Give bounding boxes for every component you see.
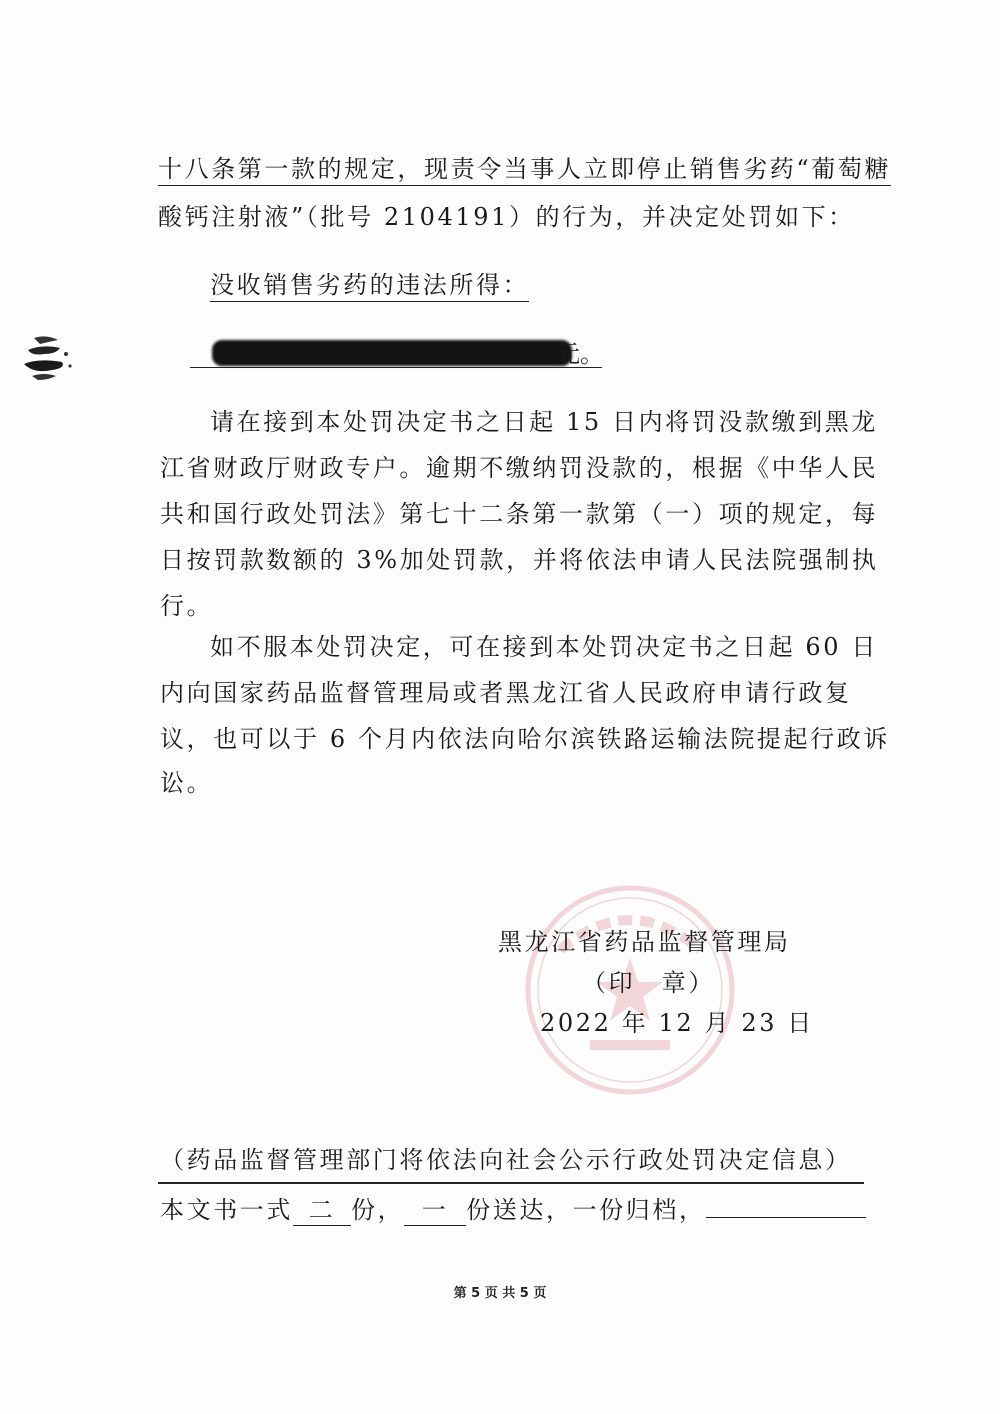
copies-extra-blank	[706, 1217, 866, 1218]
paragraph2-line1: 请在接到本处罚决定书之日起 15 日内将罚没款缴到黑龙	[210, 408, 878, 436]
paragraph3-line2: 内向国家药品监督管理局或者黑龙江省人民政府申请行政复	[160, 679, 852, 707]
page-footer: 第 5 页 共 5 页	[453, 1286, 547, 1301]
paragraph1-line2: 酸钙注射液”（批号 2104191）的行为，并决定处罚如下：	[158, 203, 855, 231]
paragraph1-line1	[158, 152, 891, 186]
seal-note: （印 章）	[582, 969, 715, 997]
copies-total-blank: 二	[293, 1195, 351, 1226]
paragraph2-line4: 日按罚款数额的 3%加处罚款，并将依法申请人民法院强制执	[160, 546, 879, 574]
confiscation-label-text: 没收销售劣药的违法所得：	[210, 271, 529, 302]
decision-date: 2022 年 12 月 23 日	[540, 1009, 814, 1037]
amount-suffix: 元。	[556, 340, 604, 368]
amount-underline	[190, 367, 602, 368]
paragraph3-line3: 议，也可以于 6 个月内依法向哈尔滨铁路运输法院提起行政诉	[160, 725, 890, 753]
copies-delivered-blank: 一	[404, 1195, 466, 1226]
paragraph2-line2: 江省财政厅财政专户。逾期不缴纳罚没款的，根据《中华人民	[160, 454, 879, 482]
copies-line	[160, 1193, 866, 1227]
redacted-amount	[212, 340, 572, 366]
paragraph2-line3: 共和国行政处罚法》第七十二条第一款第（一）项的规定，每	[160, 500, 879, 528]
divider-rule	[158, 1182, 864, 1184]
paragraph3-line4: 讼。	[160, 769, 214, 797]
paragraph2-line5: 行。	[160, 592, 214, 620]
scan-smudge	[18, 330, 78, 390]
confiscation-label	[210, 268, 529, 302]
copies-middle: 份送达，一份归档，	[466, 1196, 706, 1224]
disclosure-note: （药品监督管理部门将依法向社会公示行政处罚决定信息）	[160, 1146, 852, 1174]
copies-unit: 份，	[351, 1196, 405, 1224]
copies-prefix: 本文书一式	[160, 1196, 293, 1224]
issuing-agency: 黑龙江省药品监督管理局	[498, 928, 791, 956]
paragraph1-line1-text: 十八条第一款的规定，现责令当事人立即停止销售劣药“葡萄糖	[158, 155, 891, 186]
paragraph3-line1: 如不服本处罚决定，可在接到本处罚决定书之日起 60 日	[210, 633, 878, 661]
